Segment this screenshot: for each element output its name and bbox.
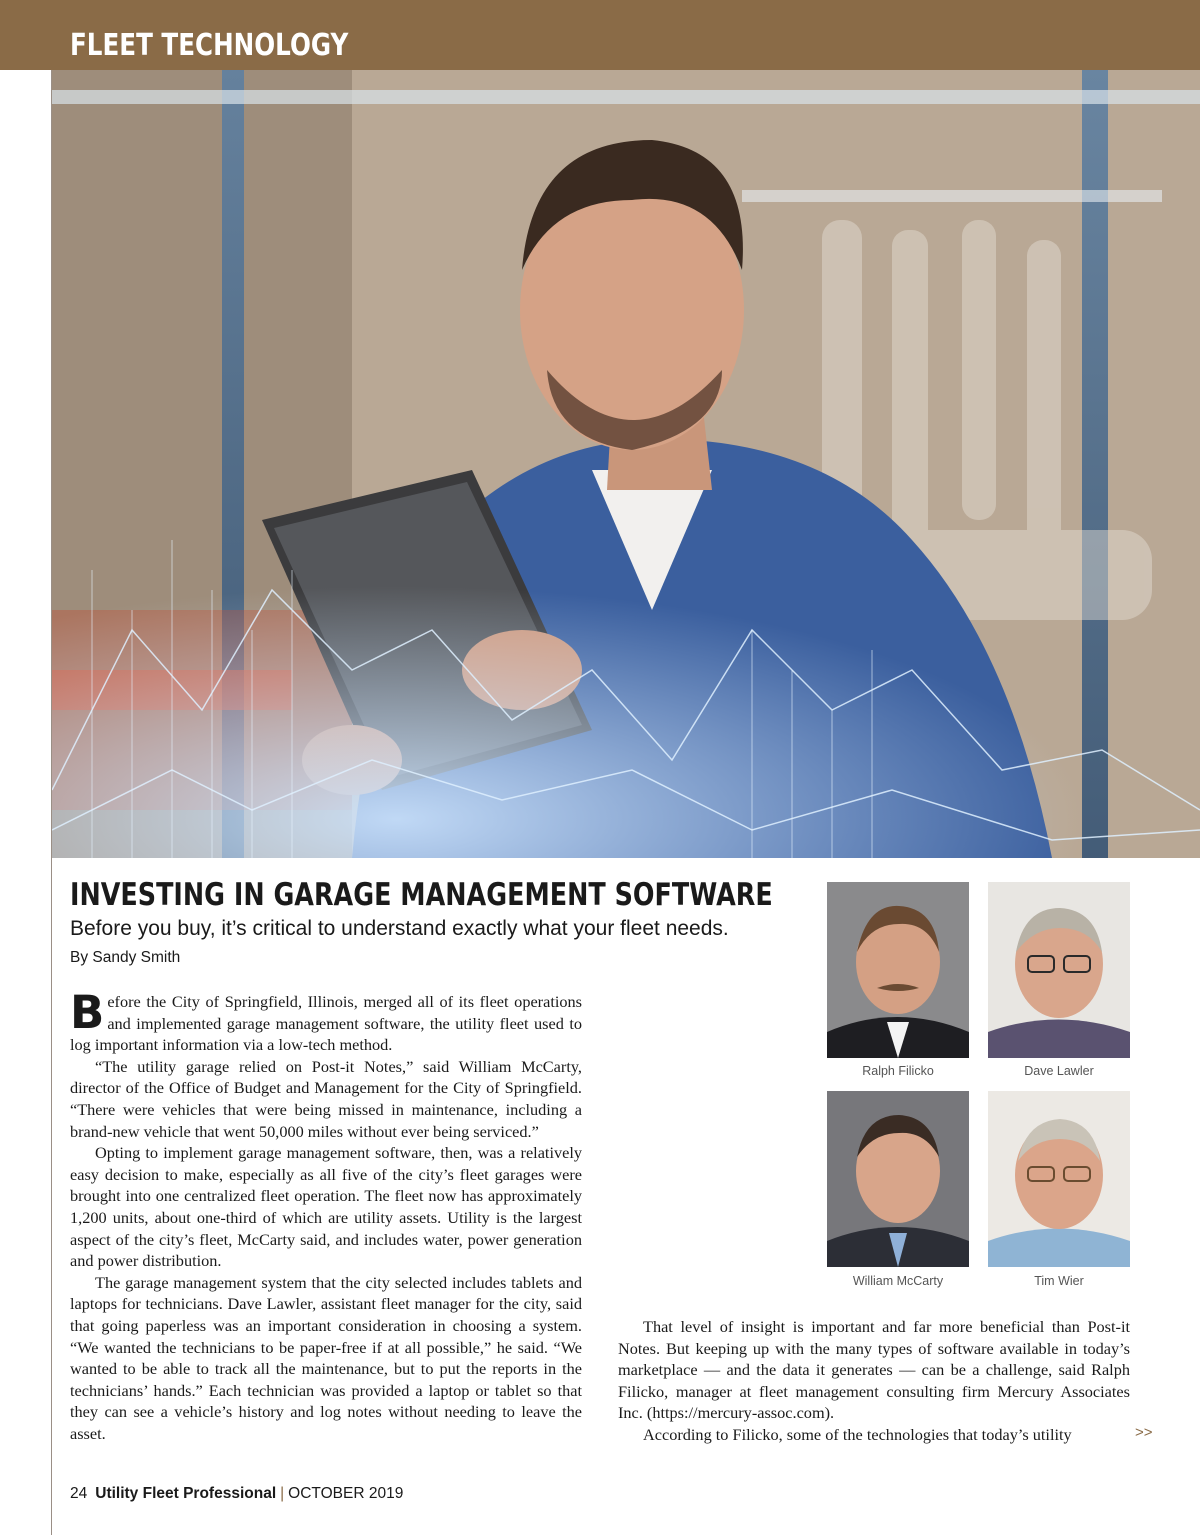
- headshot-tim-wier: [988, 1091, 1130, 1267]
- drop-cap: B: [70, 986, 105, 1039]
- article-headline: INVESTING IN GARAGE MANAGEMENT SOFTWARE: [70, 877, 773, 913]
- headshot-photo-icon: [827, 1091, 969, 1267]
- page-footer: [70, 1484, 403, 1504]
- continue-arrow-icon: >>: [1135, 1424, 1153, 1441]
- article-body-left: [70, 986, 582, 1444]
- article-body-right: [618, 1316, 1130, 1446]
- headshot-photo-icon: [988, 1091, 1130, 1267]
- issue-date: OCTOBER 2019: [288, 1485, 404, 1502]
- body-paragraph: Opting to implement garage management software, then, was a relatively easy decision to make, especially as all five of the city’s fleet garages were brought into one centralized fleet operation. The fleet now has approximately 1,200 units, about one-third of which are utility assets. Utility is the largest aspect of the city’s fleet, McCarty said, and includes water, power generation and power distribution.: [70, 1143, 582, 1271]
- body-paragraph: According to Filicko, some of the technologies that today’s utility: [643, 1424, 1072, 1444]
- headshot-caption: Ralph Filicko: [862, 1064, 934, 1078]
- page-number: 24: [70, 1485, 88, 1502]
- body-paragraph: That level of insight is important and far more beneficial than Post-it Notes. But keeping up with the many types of software available in today’s marketplace — and the data it generates — can be a challenge, said Ralph Filicko, manager at fleet management consulting firm Mercury Associates Inc. (https://mercury-assoc.com).: [618, 1317, 1130, 1423]
- headshot-photo-icon: [988, 882, 1130, 1058]
- body-paragraph: The garage management system that the city selected includes tablets and laptops for technicians. Dave Lawler, assistant fleet manager for the city, said that going paperless was an important consideration in choosing a system. “We wanted the technicians to be paper-free if at all possible,” he said. “We wanted to be able to track all the maintenance, but to put the reports in the technicians’ hands.” Each technician was provided a laptop or tablet so that they can see a vehicle’s history and log notes without needing to leave the asset.: [70, 1272, 582, 1443]
- headshot-caption: William McCarty: [852, 1274, 944, 1288]
- headshot-ralph-filicko: [827, 882, 969, 1058]
- article-byline: By Sandy Smith: [70, 949, 181, 966]
- headshot-dave-lawler: [988, 882, 1130, 1058]
- section-header-bar: [0, 0, 1200, 70]
- headshot-caption: Dave Lawler: [1024, 1064, 1094, 1078]
- magazine-name: Utility Fleet Professional: [95, 1485, 277, 1502]
- headshot-william-mccarty: [827, 1091, 969, 1267]
- technician-with-tablet-photo-icon: [52, 70, 1200, 858]
- headshot-photo-icon: [827, 882, 969, 1058]
- body-paragraph: “The utility garage relied on Post-it Notes,” said William McCarty, director of the Office of Budget and Management for the City of Springfield. “There were vehicles that were being missed in maintenance, including a brand-new vehicle that went 50,000 miles without ever being serviced.”: [70, 1056, 582, 1141]
- section-label: FLEET TECHNOLOGY: [70, 28, 349, 63]
- body-paragraph: Before the City of Springfield, Illinois, merged all of its fleet operations and implemented garage management software, the utility fleet used to log important information via a low-tech method.: [70, 986, 582, 1055]
- hero-photo: [52, 70, 1200, 858]
- headshot-caption: Tim Wier: [1034, 1274, 1084, 1288]
- footer-separator: |: [280, 1485, 285, 1502]
- article-deck: Before you buy, it’s critical to understand exactly what your fleet needs.: [70, 917, 729, 940]
